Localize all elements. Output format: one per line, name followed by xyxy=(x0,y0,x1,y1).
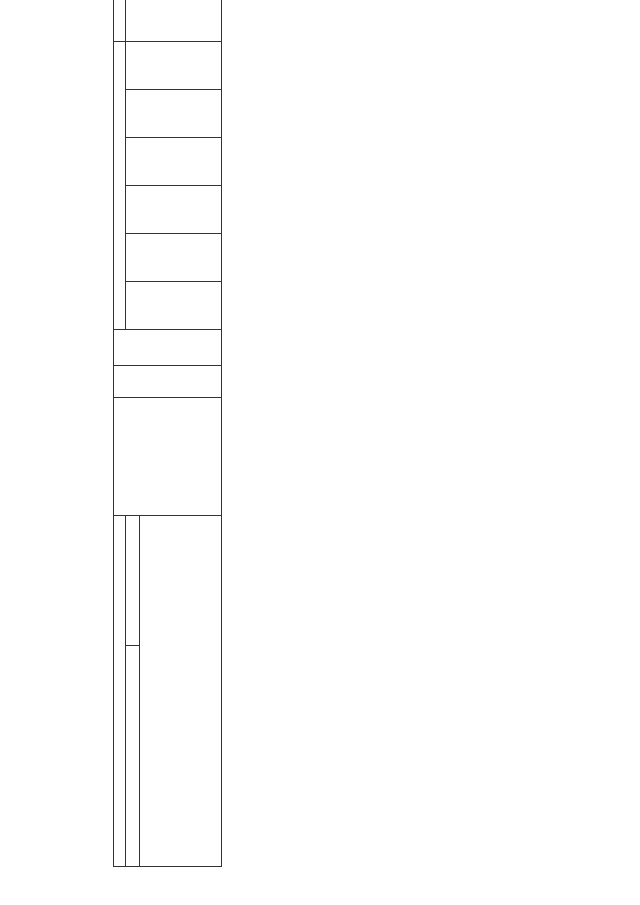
header-year xyxy=(126,233,222,281)
column-number-row xyxy=(222,0,532,867)
header-unit-column xyxy=(114,365,222,397)
header-total-column xyxy=(114,0,126,41)
header-year xyxy=(126,41,222,89)
header-year xyxy=(126,185,222,233)
program-indicators-table xyxy=(113,37,531,867)
header-additional-codes xyxy=(126,515,140,645)
header-total-value xyxy=(126,0,222,41)
header-year xyxy=(126,89,222,137)
header-years-band xyxy=(114,41,126,329)
header-budget-codes xyxy=(126,646,140,867)
header-fact-column xyxy=(114,329,222,365)
header-code-subheadings xyxy=(140,515,222,866)
indicator-table xyxy=(113,0,531,867)
header-year xyxy=(126,137,222,185)
header-goal-column xyxy=(114,397,222,515)
header-year xyxy=(126,281,222,329)
header-codes-band xyxy=(114,515,126,866)
